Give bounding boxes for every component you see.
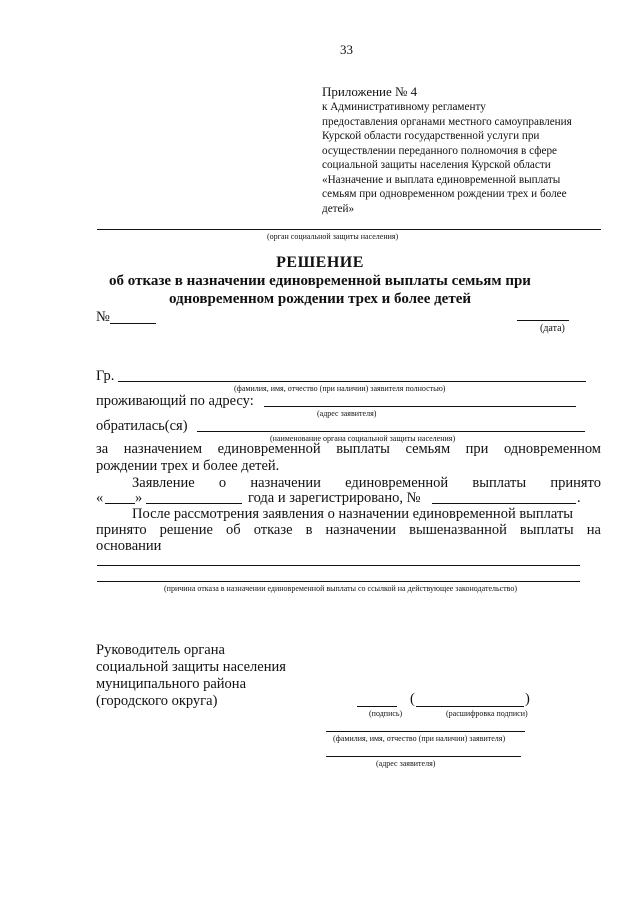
applicant-address-line[interactable] — [326, 756, 521, 757]
organ-name-line[interactable] — [197, 431, 585, 432]
body-line-2: рождении трех и более детей. — [96, 458, 280, 474]
appendix-line: предоставления органами местного самоуправления — [322, 115, 572, 128]
word: назначении — [325, 522, 397, 538]
word: единовременной — [217, 441, 321, 457]
body-line-6 — [96, 522, 601, 539]
paren-open: ( — [410, 691, 415, 707]
reason-caption: (причина отказа в назначении единовременной выплаты со ссылкой на действующее законодательство) — [164, 584, 518, 593]
decision-subtitle-2: одновременном рождении трех и более детей — [168, 291, 472, 307]
reg-number-line[interactable] — [432, 503, 576, 504]
signatory-line: социальной защиты населения — [96, 659, 286, 675]
quote-open: « — [96, 490, 104, 506]
appendix-line: Курской области государственной услуги при — [322, 130, 540, 142]
decoding-caption: (расшифровка подписи) — [446, 709, 528, 718]
reg-period: . — [577, 490, 581, 506]
appendix-line: к Административному регламенту — [322, 101, 486, 113]
appendix-line: осуществлении переданного полномочия в сфере — [322, 144, 558, 157]
body-line-1 — [96, 441, 601, 458]
fio-caption: (фамилия, имя, отчество (при наличии) заявителя полностью) — [234, 384, 446, 393]
organ-line — [97, 229, 601, 230]
date-line[interactable] — [517, 320, 569, 321]
word: отказе — [253, 522, 293, 538]
body-line-7: основании — [96, 538, 162, 554]
word: Заявление — [132, 475, 195, 491]
number-line[interactable] — [110, 323, 156, 324]
signature-caption: (подпись) — [369, 709, 403, 718]
word: выплаты — [519, 522, 574, 538]
word: назначением — [123, 441, 203, 457]
signature-line[interactable] — [357, 706, 397, 707]
word: единовременной — [345, 475, 449, 491]
appendix-line: «Назначение и выплата единовременной выплаты — [322, 173, 561, 186]
decision-subtitle-1: об отказе в назначении единовременной выплаты семьям при — [109, 273, 531, 289]
applicant-address-caption: (адрес заявителя) — [376, 759, 436, 768]
applicant-fio-caption: (фамилия, имя, отчество (при наличии) заявителя) — [333, 734, 506, 743]
fio-line[interactable] — [118, 381, 586, 382]
reason-line-1[interactable] — [97, 565, 580, 566]
appendix-line: детей» — [322, 202, 355, 215]
word: об — [225, 522, 241, 538]
word: принято — [96, 522, 147, 538]
word: семьям — [405, 441, 451, 457]
address-line[interactable] — [264, 406, 576, 407]
reason-line-2[interactable] — [97, 581, 580, 582]
signatory-line: (городского округа) — [96, 693, 218, 709]
day-line[interactable] — [105, 503, 135, 504]
number-label: № — [96, 309, 110, 325]
signatory-line: Руководитель органа — [96, 642, 225, 658]
decoding-line[interactable] — [416, 706, 524, 707]
month-line[interactable] — [146, 503, 242, 504]
word: выплаты — [472, 475, 527, 491]
date-caption: (дата) — [540, 323, 565, 334]
appendix-block — [322, 84, 612, 216]
word: при — [465, 441, 489, 457]
organ-caption: (орган социальной защиты населения) — [267, 232, 399, 241]
body-line-5: После рассмотрения заявления о назначении единовременной выплаты — [132, 506, 574, 522]
appendix-line: семьям при одновременном рождении трех и более — [322, 188, 567, 200]
paren-close: ) — [525, 691, 530, 707]
word: за — [96, 441, 109, 457]
appendix-heading: Приложение № 4 — [322, 84, 418, 99]
word: о — [218, 475, 227, 491]
word: назначении — [250, 475, 321, 491]
year-text: года и зарегистрировано, № — [248, 490, 421, 506]
word: решение — [159, 522, 213, 538]
word: в — [305, 522, 313, 538]
applied-label: обратилась(ся) — [96, 418, 188, 434]
decision-title: РЕШЕНИЕ — [276, 254, 364, 271]
applicant-fio-line[interactable] — [326, 731, 525, 732]
page-number: 33 — [340, 42, 353, 57]
word: вышеназванной — [409, 522, 507, 538]
word: принято — [550, 475, 601, 491]
organ-name-caption: (наименование органа социальной защиты населения) — [270, 434, 456, 443]
word: одновременном — [503, 441, 601, 457]
address-caption: (адрес заявителя) — [317, 409, 377, 418]
signatory-line: муниципального района — [96, 676, 246, 692]
residing-label: проживающий по адресу: — [96, 393, 254, 409]
appendix-line: социальной защиты населения Курской области — [322, 159, 551, 171]
quote-close: » — [135, 490, 143, 506]
word: на — [586, 522, 601, 538]
word: выплаты — [336, 441, 390, 457]
gr-label: Гр. — [96, 368, 115, 384]
